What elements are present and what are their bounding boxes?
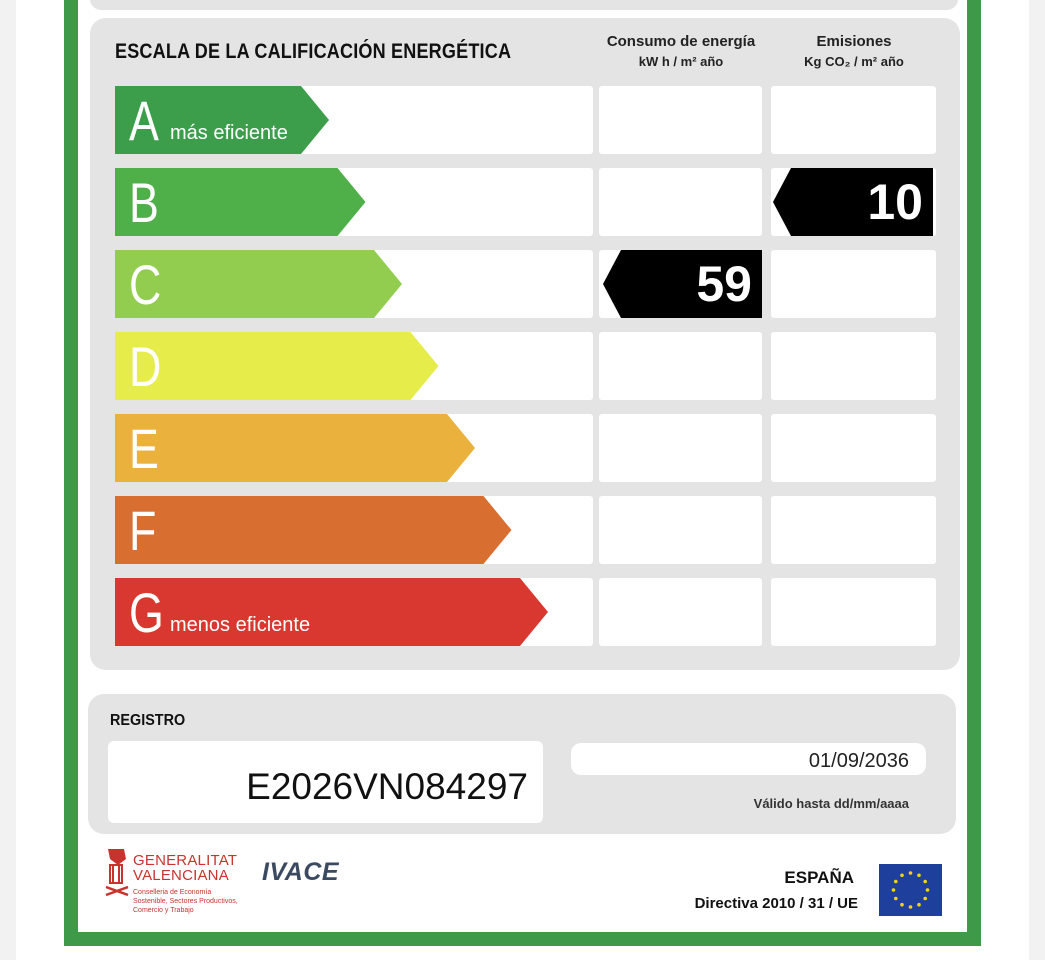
emissions-cell xyxy=(771,332,936,400)
directive-label: Directiva 2010 / 31 / UE xyxy=(694,895,858,912)
band-f xyxy=(115,496,512,564)
gva-emblem-icon xyxy=(104,845,130,901)
band-letter: B xyxy=(129,171,159,234)
band-letter: D xyxy=(129,335,162,398)
band-letter: G xyxy=(129,581,164,644)
band-g xyxy=(115,578,548,646)
band-sublabel: menos eficiente xyxy=(170,614,311,636)
green-frame-left xyxy=(64,0,78,946)
registro-label: REGISTRO xyxy=(110,712,186,729)
eu-star-icon xyxy=(917,903,921,907)
eu-star-icon xyxy=(923,880,927,884)
band-a xyxy=(115,86,329,154)
energy-cell xyxy=(599,496,762,564)
top-panel-edge xyxy=(90,0,958,10)
energy-cell xyxy=(599,578,762,646)
emissions-unit-label: Kg CO₂ / m² año xyxy=(804,54,904,69)
eu-star-icon xyxy=(892,888,896,892)
energy-cell xyxy=(599,414,762,482)
gva-name-line1: GENERALITAT xyxy=(133,852,238,869)
emissions-cell xyxy=(771,578,936,646)
band-letter: E xyxy=(129,417,159,480)
emissions-cell xyxy=(771,86,936,154)
energy-cell xyxy=(599,332,762,400)
eu-star-icon xyxy=(894,897,898,901)
energy-cell xyxy=(599,86,762,154)
eu-star-icon xyxy=(909,871,913,875)
emissions-header-label: Emisiones xyxy=(816,33,892,50)
energy-unit-label: kW h / m² año xyxy=(638,54,724,69)
band-arrow-shape xyxy=(115,332,439,400)
band-arrow-shape xyxy=(115,496,512,564)
generalitat-valenciana-logo xyxy=(104,843,264,923)
band-b xyxy=(115,168,366,236)
eu-star-icon xyxy=(926,888,930,892)
eu-star-icon xyxy=(923,897,927,901)
emissions-column-header xyxy=(770,32,938,72)
band-e xyxy=(115,414,475,482)
energy-column-header xyxy=(598,32,764,72)
band-letter: A xyxy=(129,89,159,152)
band-sublabel: más eficiente xyxy=(170,122,288,144)
band-letter: C xyxy=(129,253,162,316)
eu-star-icon xyxy=(894,880,898,884)
country-label: ESPAÑA xyxy=(784,868,854,887)
valid-date: 01/09/2036 xyxy=(808,750,909,772)
gva-department-line2: Sostenible, Sectores Productivos, xyxy=(133,898,238,905)
ivace-logo: IVACE xyxy=(262,858,340,886)
eu-stars-icon xyxy=(879,864,942,916)
band-d xyxy=(115,332,439,400)
eu-star-icon xyxy=(917,873,921,877)
indicator-value: 10 xyxy=(867,174,923,230)
band-c xyxy=(115,250,402,318)
indicator-value: 59 xyxy=(696,256,752,312)
eu-star-icon xyxy=(909,905,913,909)
emissions-rating-indicator xyxy=(773,168,933,236)
green-frame-bottom xyxy=(64,932,981,946)
energy-cell xyxy=(599,168,762,236)
energy-rating-indicator xyxy=(603,250,762,318)
eu-star-icon xyxy=(900,873,904,877)
eu-star-icon xyxy=(900,903,904,907)
gva-name-line2: VALENCIANA xyxy=(133,867,229,884)
emissions-cell xyxy=(771,496,936,564)
scale-title: ESCALA DE LA CALIFICACIÓN ENERGÉTICA xyxy=(115,40,512,63)
emissions-cell xyxy=(771,414,936,482)
energy-header-label: Consumo de energía xyxy=(606,33,756,50)
registro-code: E2026VN084297 xyxy=(246,766,528,807)
eu-flag-icon xyxy=(879,864,942,916)
green-frame-right xyxy=(967,0,981,946)
band-letter: F xyxy=(129,499,157,562)
gva-department-line3: Comercio y Trabajo xyxy=(133,907,194,914)
emissions-cell xyxy=(771,250,936,318)
valid-date-label: Válido hasta dd/mm/aaaa xyxy=(753,796,909,811)
gva-department-line1: Conselleria de Economía xyxy=(133,889,212,896)
band-arrow-shape xyxy=(115,414,475,482)
